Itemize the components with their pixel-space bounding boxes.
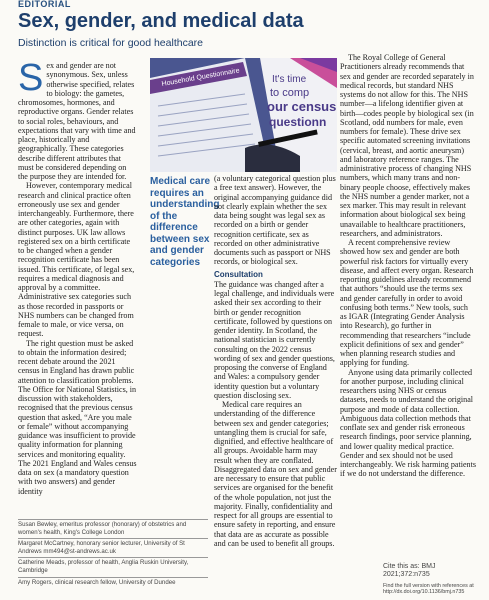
paragraph: The guidance was changed after a legal challenge, and individuals were asked their sex according to their birth or gender recognition certificate, followed by questions on gender identity. In Scotland, the national statistician is currently consulting on the 2022 census wording of sex and gender questions, proposing the converse of England and Wales: a compulsory gender identity question but a voluntary question disclosing sex. [214,279,335,400]
column-3 [340,53,476,479]
census-photo-illustration [150,58,337,172]
paragraph: Anyone using data primarily collected for another purpose, including clinical researchers using NHS or census datasets, needs to understand the original purpose and mode of data collection. Ambiguous data collection methods that conflate sex and gender risk erroneous research findings, poor service planning, and lower quality medical practice. Gender and sex should not be used interchangeably. We risk harming patients if we do not understand the difference. [340,367,477,479]
paragraph: The right question must be asked to obtain the information desired; recent debate around the 2021 census in England has drawn public attention to classification problems. The Office for National Statistics, in discussion with stakeholders, recognised that the previous census question that asked, “Are you male or female” without accompanying guidance was insufficient to provide quality information for planning services and monitoring equality. The 2021 England and Wales census data on sex (a mandatory question with two answers) and gender identity [18,338,137,496]
standfirst: Distinction is critical for good healthcare [18,37,204,49]
form-title: Household Questionnaire [161,67,241,88]
banner-line-4: questionn [269,115,327,129]
author-entry: Margaret McCartney, honorary senior lecturer, University of St Andrews mm494@st-andrews.ac.uk [18,538,208,557]
paragraph: Medical care requires an understanding of the difference between sex and gender categories; untangling them is crucial for safe, dignified, and effective healthcare of all groups. Avoidable harm may result when they are conflated. Disaggregated data on sex and gender are necessary to ensure that public services are organised for the benefit of the whole population, not just the majority. Finally, confidentiality and respect for all groups are essential to ensure safety in reporting, and ensure that data are as accurate as possible and can be used to benefit all groups. [214,400,337,548]
cite-line: Cite this as: BMJ 2021;372:n735 [383,563,436,578]
paragraph [18,57,138,181]
doi-link[interactable]: Find the full version with references at http://dx.doi.org/10.1136/bmj.n735 [383,583,474,596]
article-title: Sex, gender, and medical data [18,10,304,32]
author-entry: Amy Rogers, clinical research fellow, University of Dundee [18,577,208,589]
author-entry: Catherine Meads, professor of health, Anglia Ruskin University, Cambridge [18,557,208,576]
banner-line-1: It's time [272,74,307,85]
paragraph: The Royal College of General Practitioners already recommends that sex and gender are recorded separately in medical records, but standard NHS systems do not allow for this. The NHS number—a lifelong identifier given at birth—codes people by biological sex (in Scotland, odd numbers for male, even numbers for female). These drive sex specific automated screening invitations (cervical, breast, and aortic aneurysm) and laboratory reference ranges. The administrative process of changing NHS numbers, which many trans and non-binary people choose, effectively makes the NHS number a gender marker, not a sex marker. This may result in relevant information about biological sex being unavailable to healthcare practitioners, researchers, and administrators. [340,53,474,238]
banner-line-2: to comp [270,87,310,99]
column-1 [18,57,138,496]
author-entry: Susan Bewley, emeritus professor (honorary) of obstetrics and women's health, King's College London [18,519,208,538]
banner-line-3: our census [267,99,337,114]
column-2 [214,174,337,548]
citation-box [383,563,483,596]
author-list [18,519,208,588]
census-photo [150,58,337,172]
drop-cap: S [18,57,44,99]
section-label: EDITORIAL [18,0,71,9]
paragraph: However, contemporary medical research and clinical practice often erroneously use sex and gender interchangeably. Furthermore, there are other categories, again with distinct purposes. UK law allows registered sex on a birth certificate to be changed when a gender recognition certificate has been issued. This certificate, of legal sex, requires a medical diagnosis and approval by a committee. Administrative sex categories such as those recorded in passports or NHS numbers can be changed from female to male, or vice versa, on request. [18,181,135,339]
paragraph: A recent comprehensive review showed how sex and gender are both powerful risk factors for virtually every disease, and affect every organ. Research reporting guidelines already recommend that authors “should use the terms sex and gender carefully in order to avoid confusing both terms.” New tools, such as IGAR (Integrating Gender Analysis into Research), go further in recommending that researchers “include explicit definitions of sex and gender” when planning research studies and applying for funding. [340,238,474,368]
pull-quote: Medical care requires an understanding of the difference between sex and gender categories [150,176,220,268]
paragraph-text: ex and gender are not synonymous. Sex, unless otherwise specified, relates to biology: the gametes, chromosomes, hormones, and reproductive organs. Gender relates to social roles, behaviours, and expectations that vary with time and place, historically and geographically. These categories describe different attributes that must be considered depending on the purpose they are intended for. [18,61,136,181]
paragraph: (a voluntary categorical question plus a free text answer). However, the original accompanying guidance did not clearly explain whether the sex data being sought was legal sex as recorded on a birth or gender recognition certificate, sex as recorded on other administrative documents such as passport or NHS records, or biological sex. [214,174,336,267]
subheading: Consultation [214,269,263,279]
